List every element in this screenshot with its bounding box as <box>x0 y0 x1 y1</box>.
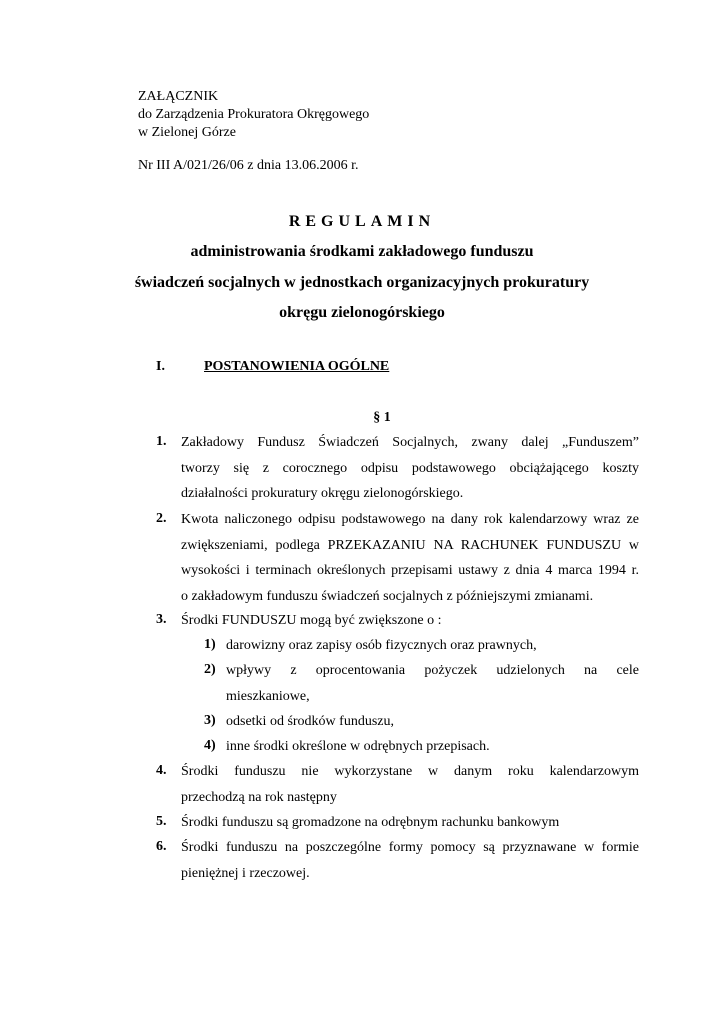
list-item-line: Kwota naliczonego odpisu podstawowego na dany rok kalendarzowy wraz ze <box>181 512 639 527</box>
document-subtitle-line-3: okręgu zielonogórskiego <box>279 304 445 321</box>
list-item-line: Środki funduszu nie wykorzystane w danym roku kalendarzowym <box>181 764 639 779</box>
header-order-ref: do Zarządzenia Prokuratora Okręgowego <box>138 107 370 122</box>
sub-item-line: inne środki określone w odrębnych przepisach. <box>226 739 490 754</box>
sub-item-line: odsetki od środków funduszu, <box>226 714 394 729</box>
sub-item-number: 3) <box>204 713 216 728</box>
list-item-line: Środki FUNDUSZU mogą być zwiększone o : <box>181 613 442 628</box>
sub-item-number: 4) <box>204 738 216 753</box>
list-item-text <box>181 835 639 886</box>
list-item-number: 3. <box>156 612 167 627</box>
list-item-line: wysokości i terminach określonych przepisami ustawy z dnia 4 marca 1994 r. <box>181 563 639 578</box>
sub-item-text <box>226 633 639 659</box>
list-item-line: o zakładowym funduszu świadczeń socjalnych z późniejszymi zmianami. <box>181 588 594 604</box>
list-item-text <box>181 608 639 634</box>
document-subtitle-line-1: administrowania środkami zakładowego funduszu <box>190 243 534 260</box>
document-title: REGULAMIN <box>288 213 436 230</box>
header-order-number: Nr III A/021/26/06 z dnia 13.06.2006 r. <box>138 158 359 173</box>
list-item-text <box>181 810 639 836</box>
list-item-text <box>181 507 639 609</box>
list-item-line: działalności prokuratury okręgu zielonogórskiego. <box>181 486 464 501</box>
section-title: POSTANOWIENIA OGÓLNE <box>204 359 390 374</box>
sub-item-line: wpływy z oprocentowania pożyczek udzielonych na cele <box>226 663 639 678</box>
list-item-line: Środki funduszu są gromadzone na odrębnym rachunku bankowym <box>181 815 560 830</box>
list-item-number: 6. <box>156 839 167 854</box>
sub-item-text <box>226 658 639 709</box>
sub-item-number: 1) <box>204 637 216 652</box>
sub-item-text <box>226 709 639 735</box>
list-item-line: Środki funduszu na poszczególne formy pomocy są przyznawane w formie <box>181 840 639 855</box>
sub-item-number: 2) <box>204 662 216 677</box>
list-item-number: 4. <box>156 763 167 778</box>
list-item-line: Zakładowy Fundusz Świadczeń Socjalnych, zwany dalej „Funduszem” <box>181 435 639 450</box>
list-item-line: przechodzą na rok następny <box>181 789 337 805</box>
sub-item-line: darowizny oraz zapisy osób fizycznych oraz prawnych, <box>226 638 537 653</box>
header-attachment-label: ZAŁĄCZNIK <box>138 89 219 104</box>
list-item-line: pieniężnej i rzeczowej. <box>181 865 310 881</box>
section-number: I. <box>156 359 165 374</box>
list-item-line: tworzy się z corocznego odpisu podstawowego obciążającego koszty <box>181 460 639 476</box>
list-item-line: zwiększeniami, podlega PRZEKAZANIU NA RACHUNEK FUNDUSZU w <box>181 537 639 553</box>
list-item-number: 2. <box>156 511 167 526</box>
header-location: w Zielonej Górze <box>138 125 236 140</box>
list-item-number: 1. <box>156 434 167 449</box>
list-item-number: 5. <box>156 814 167 829</box>
sub-item-line: mieszkaniowe, <box>226 688 310 704</box>
sub-item-text <box>226 734 639 760</box>
list-item-text <box>181 759 639 810</box>
list-item-text <box>181 430 639 507</box>
document-subtitle-line-2: świadczeń socjalnych w jednostkach organizacyjnych prokuratury <box>134 274 590 291</box>
paragraph-sign: § 1 <box>373 410 391 425</box>
